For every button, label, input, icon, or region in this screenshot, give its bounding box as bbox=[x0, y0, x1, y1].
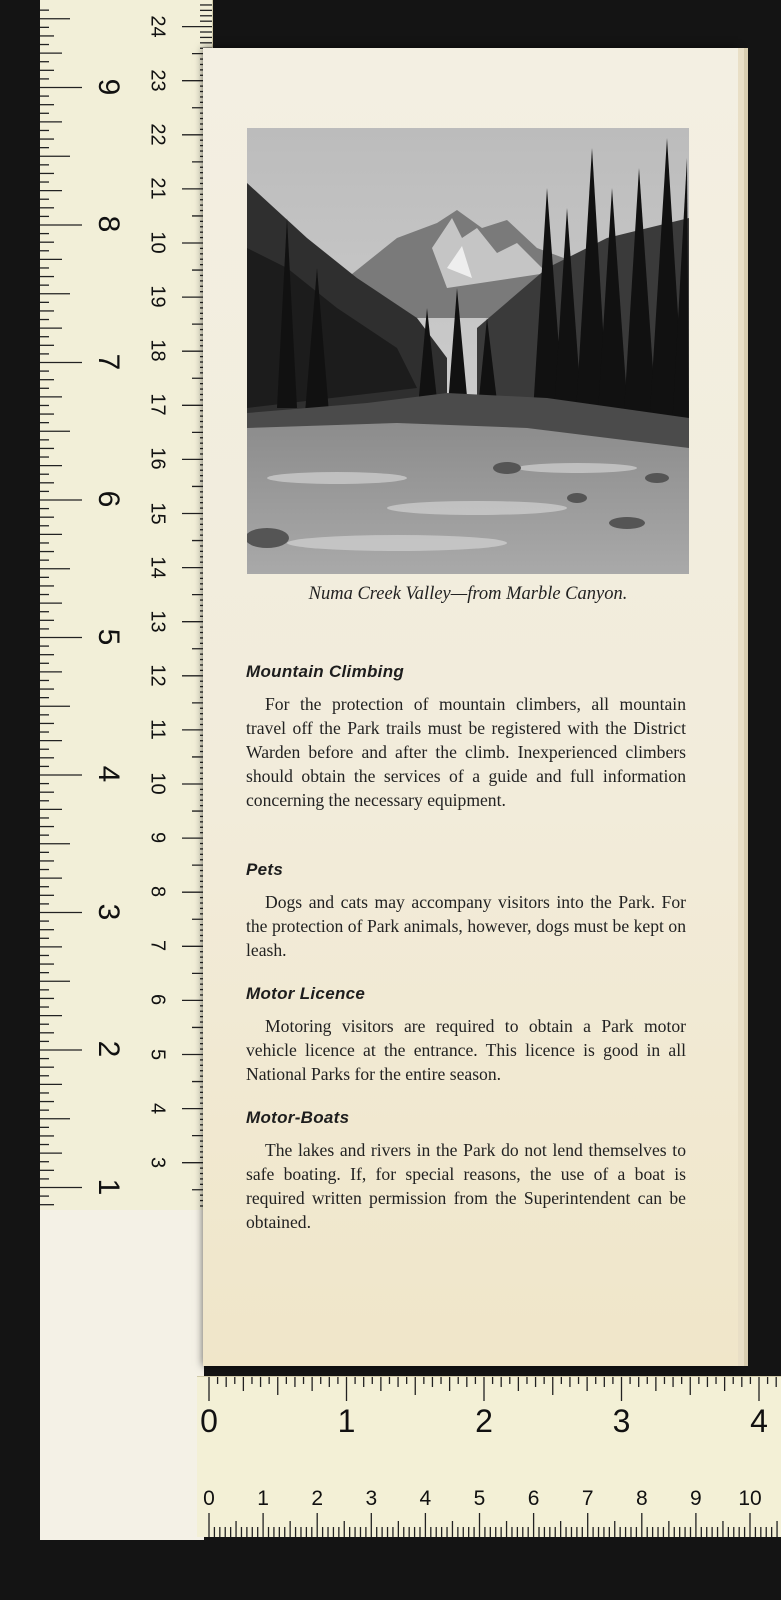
paragraph-motor-licence: Motoring visitors are required to obtain a Park motor vehicle licence at the entrance. This licence is good in all National Parks for the entire season. bbox=[246, 1016, 686, 1084]
ruler-inch-label: 8 bbox=[92, 215, 125, 233]
ruler-cm-label: 12 bbox=[146, 664, 169, 687]
ruler-cm-label: 13 bbox=[146, 610, 169, 633]
ruler-cm-label: 5 bbox=[473, 1487, 486, 1510]
ruler-cm-label: 22 bbox=[146, 123, 169, 146]
ruler-cm-label: 2 bbox=[311, 1487, 324, 1510]
ruler-cm-label: 1 bbox=[257, 1487, 269, 1510]
ruler-cm-label: 3 bbox=[365, 1487, 378, 1510]
ruler-cm-label: 7 bbox=[146, 940, 169, 952]
ruler-cm-label: 3 bbox=[146, 1156, 169, 1168]
ruler-inch-label: 6 bbox=[92, 490, 125, 508]
ruler-inch-label: 0 bbox=[200, 1403, 218, 1439]
paragraph-pets: Dogs and cats may accompany visitors into the Park. For the protection of Park animals, however, dogs must be kept on leash. bbox=[246, 892, 686, 960]
ruler-cm-label: 23 bbox=[146, 69, 169, 92]
ruler-cm-label: 7 bbox=[581, 1487, 594, 1510]
ruler-cm-label: 24 bbox=[146, 14, 169, 38]
ruler-cm-label: 0 bbox=[203, 1487, 215, 1510]
ruler-cm-label: 16 bbox=[146, 447, 169, 471]
ruler-cm-label: 6 bbox=[527, 1487, 540, 1510]
ruler-inch-label: 1 bbox=[337, 1403, 356, 1439]
ruler-cm-label: 18 bbox=[146, 339, 169, 362]
ruler-cm-label: 15 bbox=[146, 501, 169, 525]
heading-motor-boats: Motor-Boats bbox=[246, 1108, 350, 1127]
vertical-ruler bbox=[40, 0, 213, 1360]
ruler-inch-label: 5 bbox=[92, 628, 125, 645]
ruler-inch-label: 9 bbox=[92, 78, 125, 95]
ruler-inch-label: 4 bbox=[92, 765, 125, 783]
ruler-cm-label: 10 bbox=[146, 231, 169, 254]
paragraph-mountain-climbing: For the protection of mountain climbers, all mountain travel off the Park trails must be registered with the District Warden before and after the climb. Inexperienced climbers should obtain the services of a guide and full information concerning the necessary equipment. bbox=[246, 694, 686, 810]
ruler-cm-label: 6 bbox=[146, 994, 169, 1006]
paragraph-motor-boats: The lakes and rivers in the Park do not lend themselves to safe boating. If, for special reasons, the use of a boat is required written permission from the Superintendent can be obtained. bbox=[246, 1140, 686, 1232]
ruler-cm-label: 9 bbox=[146, 832, 169, 844]
ruler-inch-label: 1 bbox=[92, 1178, 125, 1195]
heading-pets: Pets bbox=[246, 860, 284, 879]
horizontal-ruler-ticks bbox=[197, 1377, 781, 1537]
photo-caption: Numa Creek Valley—from Marble Canyon. bbox=[308, 584, 628, 604]
ruler-cm-label: 4 bbox=[419, 1487, 432, 1510]
ruler-cm-label: 4 bbox=[146, 1102, 169, 1114]
bleed-through-text bbox=[246, 50, 676, 74]
ruler-cm-label: 9 bbox=[690, 1487, 702, 1510]
ruler-cm-label: 14 bbox=[146, 555, 169, 579]
mountain-valley-photo bbox=[247, 128, 689, 574]
ruler-cm-label: 10 bbox=[146, 772, 169, 795]
ruler-cm-label: 21 bbox=[146, 177, 169, 200]
ruler-inch-label: 2 bbox=[92, 1040, 125, 1058]
ruler-inch-label: 2 bbox=[475, 1403, 493, 1439]
ruler-inch-label: 3 bbox=[92, 903, 125, 920]
ruler-inch-label: 7 bbox=[92, 353, 125, 370]
heading-motor-licence: Motor Licence bbox=[246, 984, 366, 1003]
ruler-shadow-area bbox=[40, 1210, 204, 1540]
horizontal-ruler bbox=[197, 1376, 781, 1537]
ruler-cm-label: 8 bbox=[146, 886, 169, 898]
ruler-cm-label: 11 bbox=[146, 719, 169, 740]
ruler-cm-label: 17 bbox=[146, 393, 169, 416]
ruler-cm-label: 19 bbox=[146, 285, 169, 308]
ruler-cm-label: 8 bbox=[635, 1487, 648, 1510]
ruler-cm-label: 10 bbox=[738, 1487, 762, 1510]
heading-mountain-climbing: Mountain Climbing bbox=[246, 662, 405, 681]
vertical-ruler-ticks bbox=[40, 0, 212, 1360]
ruler-inch-label: 3 bbox=[612, 1403, 631, 1439]
ruler-inch-label: 4 bbox=[750, 1403, 768, 1439]
ruler-cm-label: 5 bbox=[146, 1048, 169, 1060]
